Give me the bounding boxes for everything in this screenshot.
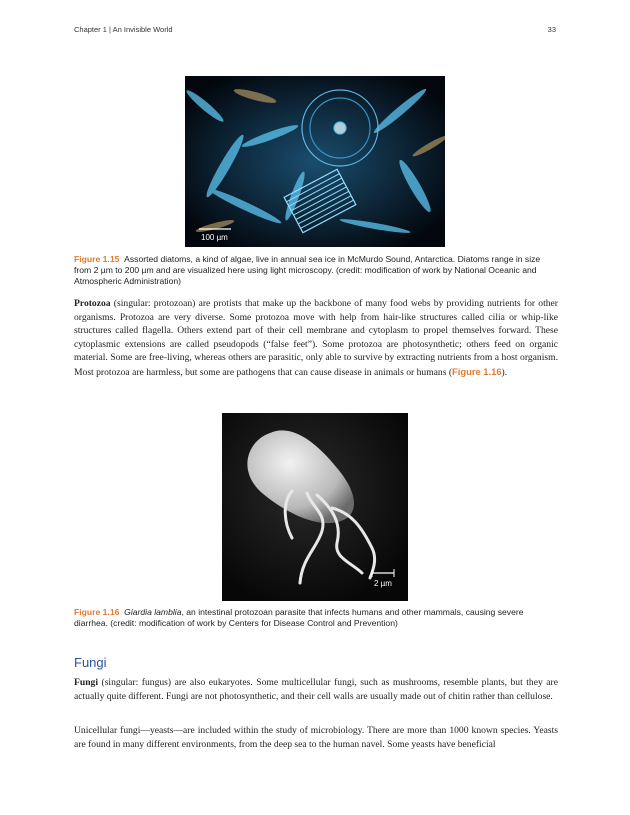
caption-text: , an intestinal protozoan parasite that infects humans and other mammals, causing severe diarrhea. (credit: modification of work by Centers for Disease Control and Prevention) <box>74 607 524 629</box>
giardia-micrograph <box>222 413 408 601</box>
diatoms-micrograph <box>185 76 445 247</box>
page-number: 33 <box>547 25 556 34</box>
species-name: Giardia lamblia <box>124 607 182 617</box>
scale-bar-label: 2 µm <box>374 579 392 588</box>
page-header <box>74 25 556 37</box>
protozoa-body: (singular: protozoan) are protists that make up the backbone of many food webs by providing nutrients for other organisms. Protozoa are very diverse. Some protozoa move with help from hair-like structures called cilia or whip-like structures called flagella. Others extend part of their cell membrane and cytoplasm to propel themselves forward. These cytoplasmic extensions are called pseudopods (“false feet”). Some protozoa are photosynthetic; others feed on organic material. Some are free-living, whereas others are parasitic, only able to survive by extracting nutrients from a host organism. Most protozoa are harmless, but some are pathogens that can cause disease in animals or humans ( <box>74 298 558 378</box>
protozoa-end: ). <box>501 366 508 378</box>
figure-1-16-link[interactable]: Figure 1.16 <box>452 365 502 377</box>
giardia-image <box>222 413 408 601</box>
figure-label: Figure 1.16 <box>74 607 120 617</box>
chapter-title: Chapter 1 | An Invisible World <box>74 25 173 34</box>
scale-bar-label: 100 µm <box>201 233 228 242</box>
diatoms-image <box>185 76 445 247</box>
fungi-paragraph-1 <box>74 676 558 703</box>
figure-label: Figure 1.15 <box>74 254 120 264</box>
figure-1-16-caption <box>74 607 558 629</box>
figure-1-15-caption <box>74 254 558 288</box>
section-heading-fungi: Fungi <box>74 655 107 670</box>
fungi-paragraph-2: Unicellular fungi—yeasts—are included within the study of microbiology. There are more than 1000 known species. Yeasts are found in many different environments, from the deep sea to the human navel. Some yeasts have beneficial <box>74 725 558 750</box>
term-fungi: Fungi <box>74 677 98 688</box>
fungi-body: (singular: fungus) are also eukaryotes. Some multicellular fungi, such as mushrooms, resemble plants, but they are actually quite different. Fungi are not photosynthetic, and their cell walls are usually made out of chitin rather than cellulose. <box>74 677 558 702</box>
term-protozoa: Protozoa <box>74 298 111 309</box>
caption-text: Assorted diatoms, a kind of algae, live in annual sea ice in McMurdo Sound, Antarctica. Diatoms range in size from 2 µm to 200 µm and are visualized here using light microscopy. (credit: modification of work by National Oceanic and Atmospheric Administration) <box>74 254 541 287</box>
protozoa-paragraph <box>74 297 558 380</box>
